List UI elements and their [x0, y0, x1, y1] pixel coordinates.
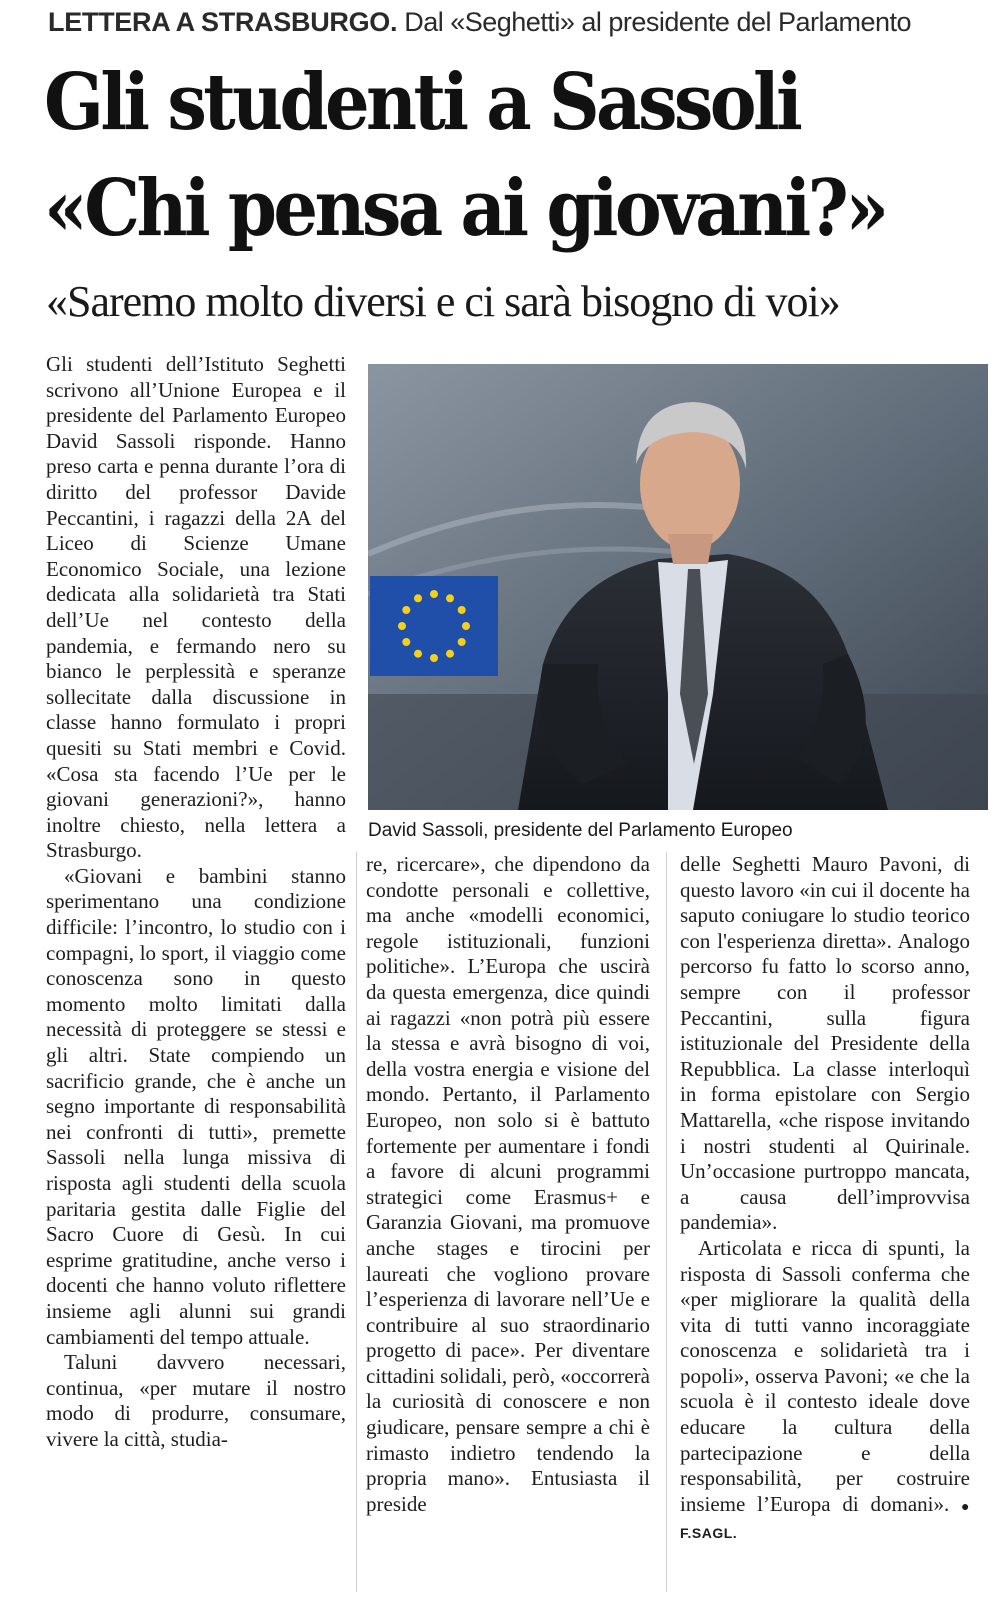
- column-divider: [356, 852, 357, 1592]
- article-column-1: [46, 352, 346, 1453]
- article-column-3: [680, 852, 970, 1547]
- flag-star: [430, 654, 438, 662]
- kicker-rest: Dal «Seghetti» al presidente del Parlamento: [404, 7, 912, 37]
- kicker: [48, 2, 988, 42]
- flag-star: [402, 606, 410, 614]
- paragraph-text: Articolata e ricca di spunti, la risposta di Sassoli conferma che «per migliorare la qualità della vita di tutti vanno incoraggiate conoscenza e solidarietà tra i popoli», osserva Pavoni; «e che la scuola è il contesto ideale dove educare la cultura della partecipazione e della responsabilità, per costruire insieme l’Europa di domani».: [680, 1235, 970, 1516]
- article-photo: [368, 364, 988, 810]
- flag-star: [430, 590, 438, 598]
- paragraph: [680, 1236, 970, 1547]
- article-column-2: [366, 852, 650, 1517]
- eu-flag: [370, 576, 498, 676]
- flag-star: [398, 622, 406, 630]
- paragraph: «Giovani e bambini stanno sperimentano una condizione difficile: l’incontro, lo studio con i compagni, lo sport, il viaggio come conoscenza sono in questo momento molto limitati dalla necessità di proteggere se stessi e gli altri. State compiendo un sacrificio grande, che è anche un segno importante di responsabilità nei confronti di tutti», premette Sassoli nella lunga missiva di risposta agli studenti della scuola paritaria gestita dalle Figlie del Sacro Cuore di Gesù. In cui esprime gratitudine, anche verso i docenti che hanno voluto riflettere insieme agli alunni sui grandi cambiamenti del tempo attuale.: [46, 863, 346, 1349]
- flag-star: [446, 594, 454, 602]
- column-divider: [666, 852, 667, 1592]
- subheadline: «Saremo molto diversi e ci sarà bisogno di voi»: [46, 277, 840, 326]
- headline-line-1: Gli studenti a Sassoli: [44, 57, 800, 148]
- flag-star: [414, 594, 422, 602]
- paragraph: Gli studenti dell’Istituto Seghetti scrivono all’Unione Europea e il presidente del Parlamento Europeo David Sassoli risponde. Hanno preso carta e penna durante l’ora di diritto del professor Davide Peccantini, i ragazzi della 2A del Liceo di Scienze Umane Economico Sociale, una lezione dedicata alla solidarietà tra Stati dell’Ue nel contesto della pandemia, e fermando nero su bianco le perplessità e speranze sollecitate dalla discussione in classe hanno formulato i propri quesiti su Stati membri e Covid. «Cosa sta facendo l’Ue per le giovani generazioni?», hanno inoltre chiesto, nella lettera a Strasburgo.: [46, 352, 346, 863]
- flag-star: [458, 606, 466, 614]
- photo-illustration: [368, 364, 988, 810]
- paragraph: delle Seghetti Mauro Pavoni, di questo lavoro «in cui il docente ha saputo coniugare lo studio teorico con l'esperienza diretta». Analogo percorso fu fatto lo scorso anno, sempre con il professor Peccantini, sulla figura istituzionale del Presidente della Repubblica. La classe interloquì in forma epistolare con Sergio Mattarella, «che rispose invitando i nostri studenti al Quirinale. Un’occasione purtroppo mancata, a causa dell’improvvisa pandemia».: [680, 852, 970, 1235]
- flag-star: [446, 650, 454, 658]
- flag-star: [402, 638, 410, 646]
- flag-star: [462, 622, 470, 630]
- headline: [44, 50, 899, 262]
- paragraph: Taluni davvero necessari, continua, «per mutare il nostro modo di produrre, consumare, vivere la città, studia-: [46, 1350, 346, 1451]
- headline-line-2: «Chi pensa ai giovani?»: [44, 163, 886, 254]
- paragraph: re, ricercare», che dipendono da condotte personali e collettive, ma anche «modelli economici, regole istituzionali, funzioni politiche». L’Europa che uscirà da questa emergenza, dice quindi ai ragazzi «non potrà più essere la stessa e avrà bisogno di voi, della vostra energia e visione del mondo. Pertanto, il Parlamento Europeo, non solo si è battuto fortemente per aumentare i fondi a favore di alcuni programmi strategici come Erasmus+ e Garanzia Giovani, ma promuove anche stages e tirocini per laureati che vogliono provare l’esperienza di lavorare nell’Ue e contribuire al suo straordinario progetto di pace». Per diventare cittadini solidali, però, «occorrerà la curiosità di conoscere e non giudicare, pensare sempre a chi è rimasto indietro tendendo la propria mano». Entusiasta il preside: [366, 852, 650, 1516]
- flag-star: [414, 650, 422, 658]
- flag-star: [458, 638, 466, 646]
- photo-caption: David Sassoli, presidente del Parlamento Europeo: [368, 820, 793, 841]
- author-signature: ● F.SAGL.: [680, 1497, 970, 1542]
- kicker-lead: LETTERA A STRASBURGO.: [48, 7, 398, 37]
